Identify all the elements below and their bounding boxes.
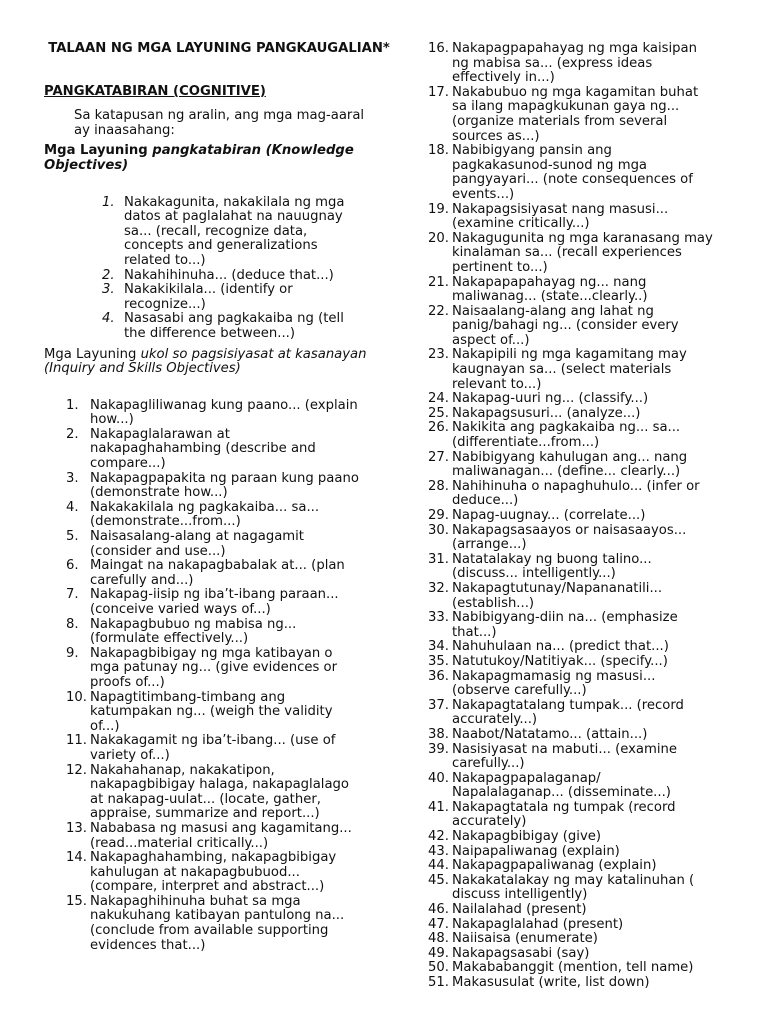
list-item-text: Nabibigyang-diin na... (emphasize that...) bbox=[452, 610, 678, 640]
list-item-number: 25. bbox=[428, 405, 449, 421]
list-item bbox=[428, 407, 728, 422]
list-item-number: 22. bbox=[428, 303, 449, 319]
list-item-text: Nakahahanap, nakakatipon, nakapagbibigay halaga, nakapaglalago at nakapag-uulat... (locate, gather, appraise, summarize and report...) bbox=[90, 762, 349, 822]
cognitive-list bbox=[44, 196, 374, 342]
list-item-number: 24. bbox=[428, 391, 449, 407]
list-item-number: 50. bbox=[428, 960, 449, 976]
list-item bbox=[428, 553, 728, 582]
list-item-text: Nasisiyasat na mabuti... (examine carefully...) bbox=[452, 741, 677, 772]
list-item-number: 33. bbox=[428, 610, 449, 626]
list-item-number: 36. bbox=[428, 668, 449, 684]
list-item-number: 8. bbox=[66, 616, 79, 632]
list-item-text: Naiisaisa (enumerate) bbox=[452, 931, 598, 947]
list-item-text: Nakakatalakay ng may katalinuhan ( discuss intelligently) bbox=[452, 872, 695, 903]
list-item bbox=[66, 691, 374, 735]
list-item-number: 38. bbox=[428, 726, 449, 742]
list-item-number: 16. bbox=[428, 41, 449, 56]
list-item-text: Nakapagbubuo ng mabisa ng... (formulate effectively...) bbox=[90, 616, 297, 647]
list-item-number: 30. bbox=[428, 522, 449, 538]
list-item bbox=[66, 822, 374, 851]
list-item bbox=[66, 501, 374, 530]
list-item bbox=[428, 655, 728, 670]
list-item-text: Nakapagtatalang tumpak... (record accurately...) bbox=[452, 697, 684, 728]
list-item bbox=[428, 801, 728, 830]
list-item-text: Nahihinuha o napaghuhulo... (infer or deduce...) bbox=[452, 478, 700, 509]
cognitive-heading-plain: Mga Layuning bbox=[44, 143, 153, 159]
list-item bbox=[428, 480, 728, 509]
list-item-number: 17. bbox=[428, 84, 449, 100]
cognitive-heading bbox=[44, 144, 374, 173]
list-item-number: 20. bbox=[428, 230, 449, 246]
document-title: TALAAN NG MGA LAYUNING PANGKAUGALIAN* bbox=[48, 41, 390, 56]
inquiry-list bbox=[44, 399, 374, 954]
list-item-text: Nakikita ang pagkakaiba ng... sa... (differentiate...from...) bbox=[452, 420, 681, 451]
list-item-text: Nakakagamit ng iba’t-ibang... (use of variety of...) bbox=[90, 733, 336, 763]
list-item-text: Nakapagmamasig ng masusi... (observe carefully...) bbox=[452, 668, 656, 699]
list-item-text: Nakapagtatala ng tumpak (record accurately) bbox=[452, 799, 676, 830]
inquiry-heading-plain: Mga Layuning bbox=[44, 346, 141, 362]
list-item-number: 27. bbox=[428, 449, 449, 465]
left-column bbox=[44, 41, 390, 953]
list-item-number: 40. bbox=[428, 770, 449, 786]
list-item bbox=[428, 348, 728, 392]
inquiry-heading bbox=[44, 348, 374, 377]
cognitive-heading-italic: pangkatabiran (Knowledge Objectives) bbox=[44, 143, 354, 173]
list-item-number: 26. bbox=[428, 420, 449, 436]
list-item bbox=[428, 859, 728, 874]
list-item-number: 31. bbox=[428, 551, 449, 567]
list-item-text: Nakakikilala... (identify or recognize...) bbox=[124, 282, 293, 312]
list-item-number: 46. bbox=[428, 902, 449, 918]
list-item-number: 49. bbox=[428, 945, 449, 961]
list-item bbox=[66, 428, 374, 472]
list-item-number: 11. bbox=[66, 733, 87, 749]
list-item bbox=[102, 312, 374, 341]
list-item-number: 10. bbox=[66, 689, 87, 705]
list-item-number: 13. bbox=[66, 820, 87, 836]
list-item-number: 21. bbox=[428, 274, 449, 290]
list-item-number: 1. bbox=[66, 397, 79, 413]
list-item-text: Nakapaghihinuha buhat sa mga nakukuhang katibayan pantulong na... (conclude from available supporting evidences that...) bbox=[90, 893, 345, 953]
list-item bbox=[428, 305, 728, 349]
list-item bbox=[428, 392, 728, 407]
list-item bbox=[428, 86, 728, 144]
list-item bbox=[428, 421, 728, 450]
list-item-text: Nabibigyang pansin ang pagkakasunod-sunod ng mga pangyayari... (note consequences of events...) bbox=[452, 143, 693, 202]
list-item-text: Nakapagbibigay (give) bbox=[452, 829, 602, 845]
list-item bbox=[428, 976, 728, 991]
list-item bbox=[428, 524, 728, 553]
list-item-text: Nasasabi ang pagkakaiba ng (tell the difference between...) bbox=[124, 311, 344, 341]
list-item-number: 19. bbox=[428, 201, 449, 217]
list-item-text: Makababanggit (mention, tell name) bbox=[452, 960, 694, 976]
list-item-number: 15. bbox=[66, 893, 87, 909]
list-item-number: 37. bbox=[428, 697, 449, 713]
list-item-number: 18. bbox=[428, 143, 449, 159]
list-item-text: Nakapagsasabi (say) bbox=[452, 945, 590, 961]
list-item-number: 35. bbox=[428, 653, 449, 669]
intro-text: Sa katapusan ng aralin, ang mga mag-aaral ay inaasahang: bbox=[74, 108, 365, 138]
list-item-text: Nakapapapahayag ng... nang maliwanag... (state...clearly..) bbox=[452, 274, 648, 305]
list-item-number: 2. bbox=[102, 267, 115, 283]
section-heading: PANGKATABIRAN (COGNITIVE) bbox=[44, 83, 266, 99]
list-item bbox=[428, 947, 728, 962]
list-item bbox=[428, 918, 728, 933]
list-item-number: 2. bbox=[66, 426, 79, 442]
list-item-text: Nakapagsisiyasat nang masusi... (examine critically...) bbox=[452, 201, 669, 232]
list-item-text: Nakapaglalarawan at nakapaghahambing (describe and compare...) bbox=[90, 426, 316, 472]
list-item-text: Nakapagpapahayag ng mga kaisipan ng mabisa sa... (express ideas effectively in...) bbox=[452, 41, 697, 86]
list-item-text: Nakapagtutunay/Napananatili... (establish...) bbox=[452, 580, 663, 611]
list-item-number: 43. bbox=[428, 843, 449, 859]
list-item bbox=[428, 903, 728, 918]
list-item bbox=[428, 699, 728, 728]
list-item-text: Nakapagpapaliwanag (explain) bbox=[452, 858, 657, 874]
list-item-text: Napagtitimbang-timbang ang katumpakan ng... (weigh the validity of...) bbox=[90, 689, 333, 734]
list-item-number: 47. bbox=[428, 916, 449, 932]
list-item-text: Naisasalang-alang at nagagamit (consider and use...) bbox=[90, 529, 304, 559]
list-item-number: 7. bbox=[66, 587, 79, 603]
list-item bbox=[428, 611, 728, 640]
list-item-number: 4. bbox=[66, 499, 79, 515]
list-item bbox=[428, 728, 728, 743]
list-item-text: Nakapaglalahad (present) bbox=[452, 916, 624, 932]
list-item-text: Naipapaliwanag (explain) bbox=[452, 843, 620, 859]
list-item-text: Nakapag-uuri ng... (classify...) bbox=[452, 391, 649, 407]
list-item bbox=[428, 144, 728, 202]
list-item-number: 5. bbox=[66, 529, 79, 545]
list-item-number: 28. bbox=[428, 478, 449, 494]
list-item bbox=[428, 932, 728, 947]
list-item-text: Naisaalang-alang ang lahat ng panig/bahagi ng... (consider every aspect of...) bbox=[452, 303, 679, 348]
list-item-text: Nakapagsusuri... (analyze...) bbox=[452, 405, 641, 421]
list-item-number: 12. bbox=[66, 762, 87, 778]
list-item-number: 23. bbox=[428, 347, 449, 363]
list-item bbox=[428, 670, 728, 699]
list-item bbox=[428, 772, 728, 801]
list-item-number: 39. bbox=[428, 741, 449, 757]
list-item-text: Nababasa ng masusi ang kagamitang... (read...material critically...) bbox=[90, 820, 352, 851]
list-item-text: Naabot/Natatamo... (attain...) bbox=[452, 726, 648, 742]
list-item bbox=[428, 276, 728, 305]
list-item-number: 3. bbox=[102, 282, 115, 298]
list-item bbox=[66, 472, 374, 501]
list-item-number: 4. bbox=[102, 311, 115, 327]
list-item bbox=[66, 764, 374, 822]
list-item-number: 44. bbox=[428, 858, 449, 874]
list-item-text: Nakapagbibigay ng mga katibayan o mga patunay ng... (give evidences or proofs of...) bbox=[90, 645, 338, 690]
list-item-number: 34. bbox=[428, 639, 449, 655]
list-item-number: 9. bbox=[66, 645, 79, 661]
objectives-list-continued bbox=[428, 42, 728, 991]
list-item bbox=[66, 399, 374, 428]
list-item-text: Nabibigyang kahulugan ang... nang maliwanagan... (define... clearly...) bbox=[452, 449, 688, 480]
list-item bbox=[66, 647, 374, 691]
list-item-text: Nakapag-iisip ng iba’t-ibang paraan... (conceive varied ways of...) bbox=[90, 587, 339, 617]
list-item bbox=[66, 734, 374, 763]
list-item-number: 1. bbox=[102, 194, 115, 210]
list-item-text: Maingat na nakapagbabalak at... (plan carefully and...) bbox=[90, 558, 345, 588]
list-item bbox=[428, 640, 728, 655]
list-item-number: 3. bbox=[66, 470, 79, 486]
list-item bbox=[428, 509, 728, 524]
list-item-text: Makasusulat (write, list down) bbox=[452, 975, 650, 990]
list-item-number: 41. bbox=[428, 799, 449, 815]
list-item-text: Nakapipili ng mga kagamitang may kaugnayan sa... (select materials relevant to...) bbox=[452, 347, 687, 392]
list-item-text: Nakakakilala ng pagkakaiba... sa... (demonstrate...from...) bbox=[90, 499, 320, 530]
list-item-number: 6. bbox=[66, 558, 79, 574]
list-item-number: 32. bbox=[428, 580, 449, 596]
list-item-text: Natatalakay ng buong talino... (discuss... intelligently...) bbox=[452, 551, 652, 582]
inquiry-heading-italic: ukol so pagsisiyasat at kasanayan (Inquiry and Skills Objectives) bbox=[44, 346, 367, 377]
list-item-number: 14. bbox=[66, 850, 87, 866]
list-item-text: Nailalahad (present) bbox=[452, 902, 587, 918]
list-item bbox=[428, 203, 728, 232]
list-item-number: 48. bbox=[428, 931, 449, 947]
list-item-text: Nakapagliliwanag kung paano... (explain how...) bbox=[90, 397, 358, 428]
list-item bbox=[66, 588, 374, 617]
list-item bbox=[66, 851, 374, 895]
list-item bbox=[428, 743, 728, 772]
list-item bbox=[428, 451, 728, 480]
list-item bbox=[428, 961, 728, 976]
list-item-text: Nakakagunita, nakakilala ng mga datos at paglalahat na nauugnay sa... (recall, recognize data, concepts and generalizations related to...) bbox=[124, 194, 345, 268]
list-item-text: Nakapagsasaayos or naisasaayos... (arrange...) bbox=[452, 522, 687, 553]
list-item bbox=[66, 559, 374, 588]
list-item-text: Natutukoy/Natitiyak... (specify...) bbox=[452, 653, 668, 669]
list-item bbox=[102, 196, 374, 269]
list-item bbox=[428, 874, 728, 903]
list-item-text: Napag-uugnay... (correlate...) bbox=[452, 508, 646, 523]
list-item bbox=[428, 42, 728, 86]
list-item-text: Nakagugunita ng mga karanasang may kinalaman sa... (recall experiences pertinent to...) bbox=[452, 230, 713, 275]
list-item-number: 29. bbox=[428, 508, 449, 523]
list-item-text: Nakapagpapakita ng paraan kung paano (demonstrate how...) bbox=[90, 470, 359, 501]
list-item-text: Nakabubuo ng mga kagamitan buhat sa ilang mapagkukunan gaya ng... (organize materials from several sources as...) bbox=[452, 84, 699, 144]
list-item-text: Nakahihinuha... (deduce that...) bbox=[124, 267, 334, 283]
list-item bbox=[428, 582, 728, 611]
right-column bbox=[428, 42, 728, 991]
list-item-text: Nakapaghahambing, nakapagbibigay kahulugan at nakapagbubuod... (compare, interpret and abstract...) bbox=[90, 850, 337, 895]
list-item bbox=[102, 269, 374, 284]
list-item bbox=[428, 232, 728, 276]
list-item-text: Nakapagpapalaganap/ Napalalaganap... (disseminate...) bbox=[452, 770, 671, 801]
list-item bbox=[428, 845, 728, 860]
list-item-text: Nahuhulaan na... (predict that...) bbox=[452, 639, 669, 655]
list-item bbox=[428, 830, 728, 845]
list-item-number: 45. bbox=[428, 872, 449, 888]
list-item bbox=[102, 283, 374, 312]
list-item bbox=[66, 895, 374, 953]
list-item-number: 42. bbox=[428, 829, 449, 845]
list-item-number: 51. bbox=[428, 975, 449, 990]
list-item bbox=[66, 530, 374, 559]
list-item bbox=[66, 618, 374, 647]
